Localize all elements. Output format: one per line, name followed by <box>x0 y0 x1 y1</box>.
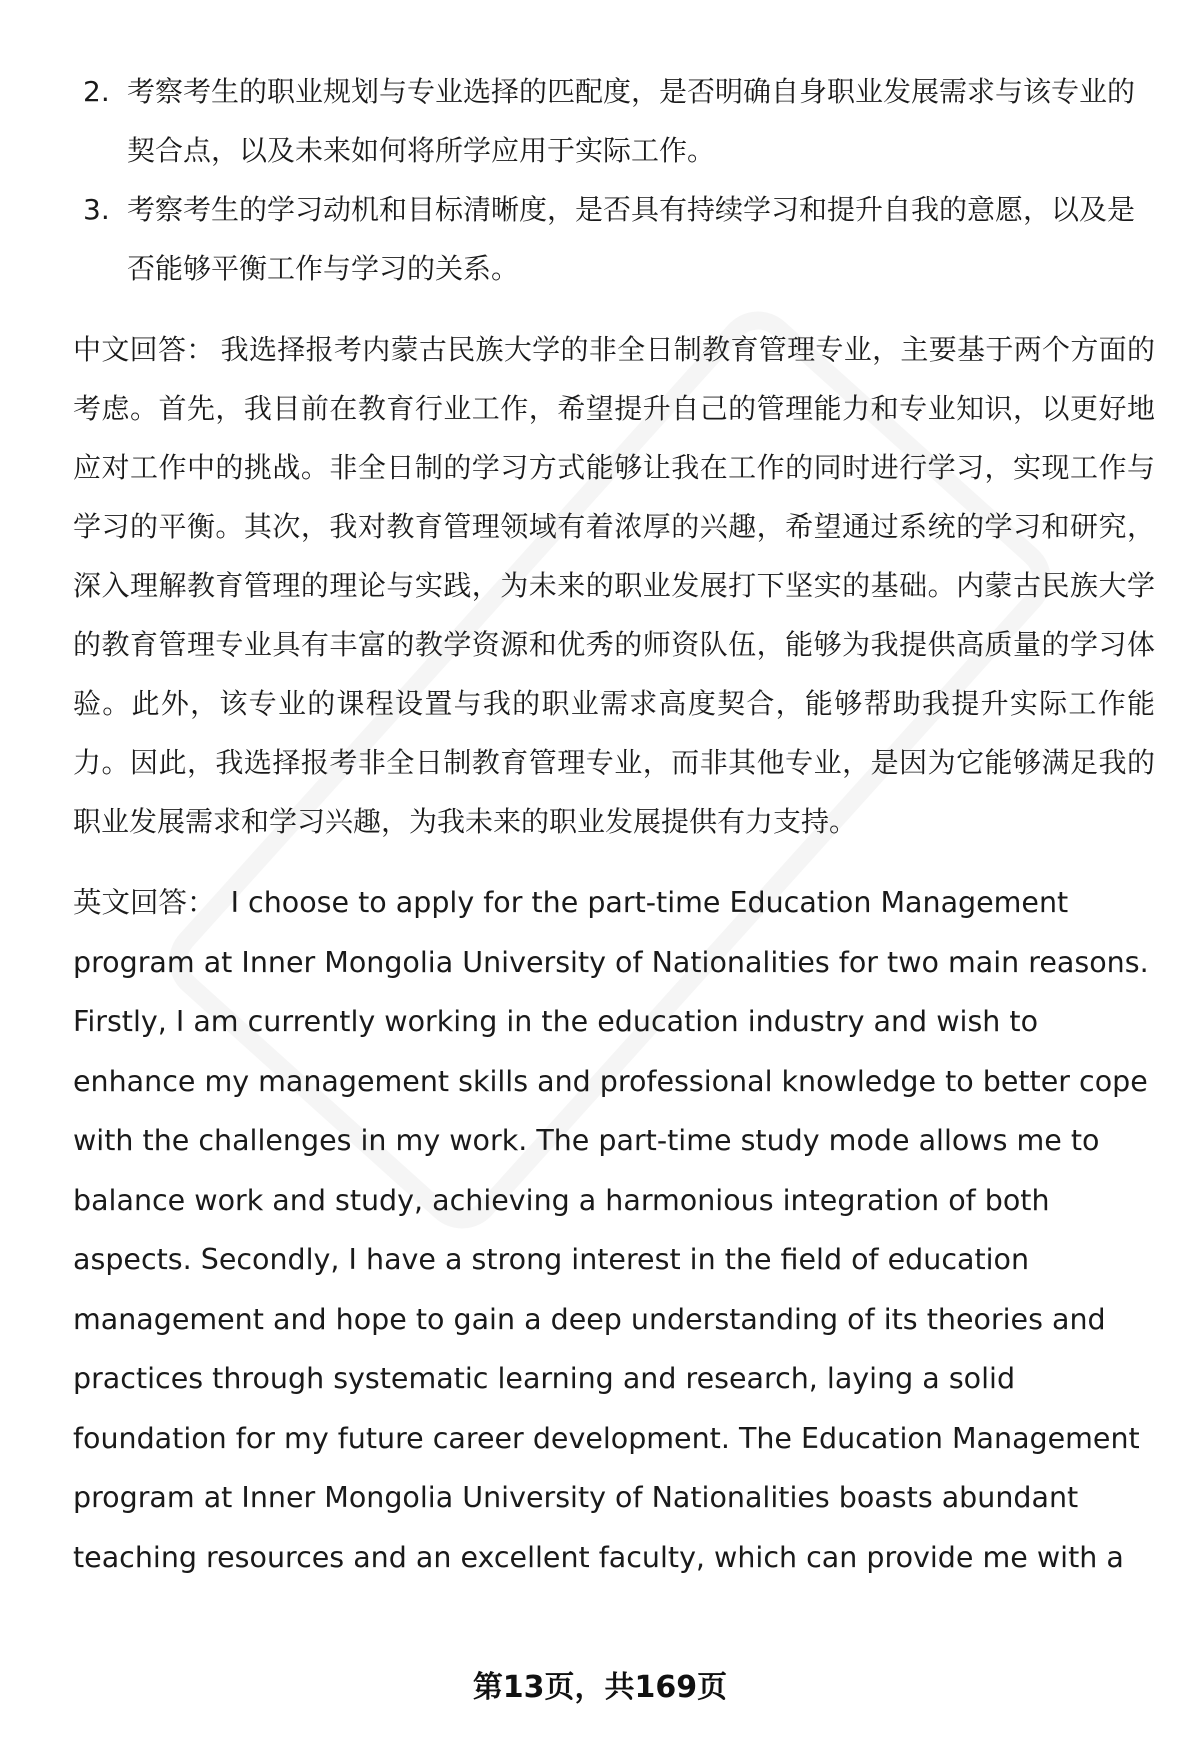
chinese-answer-label: 中文回答： <box>73 333 215 366</box>
chinese-answer-text: 我选择报考内蒙古民族大学的非全日制教育管理专业，主要基于两个方面的考虑。首先，我目前在教育行业工作，希望提升自己的管理能力和专业知识，以更好地应对工作中的挑战。非全日制的学习方式能够让我在工作的同时进行学习，实现工作与学习的平衡。其次，我对教育管理领域有着浓厚的兴趣，希望通过系统的学习和研究，深入理解教育管理的理论与实践，为未来的职业发展打下坚实的基础。内蒙古民族大学的教育管理专业具有丰富的教学资源和优秀的师资队伍，能够为我提供高质量的学习体验。此外，该专业的课程设置与我的职业需求高度契合，能够帮助我提升实际工作能力。因此，我选择报考非全日制教育管理专业，而非其他专业，是因为它能够满足我的职业发展需求和学习兴趣，为我未来的职业发展提供有力支持。 <box>73 333 1155 838</box>
list-item <box>73 180 1155 298</box>
chinese-answer-paragraph <box>73 320 1155 851</box>
list-item-text: 考察考生的职业规划与专业选择的匹配度，是否明确自身职业发展需求与该专业的契合点，以及未来如何将所学应用于实际工作。 <box>127 75 1136 167</box>
list-item-number: 3. <box>83 193 110 226</box>
english-answer-paragraph <box>73 873 1155 1587</box>
criteria-list <box>73 62 1155 298</box>
page-number-footer: 第13页，共169页 <box>472 1670 728 1705</box>
list-item-text: 考察考生的学习动机和目标清晰度，是否具有持续学习和提升自我的意愿，以及是否能够平衡工作与学习的关系。 <box>127 193 1136 285</box>
list-item <box>73 62 1155 180</box>
english-answer-label: 英文回答： <box>73 886 216 919</box>
english-answer-text: I choose to apply for the part-time Education Management program at Inner Mongolia University of Nationalities for two main reasons. Firstly, I am currently working in the education industry and wish to enhance my management skills and professional knowledge to better cope with the challenges in my work. The part-time study mode allows me to balance work and study, achieving a harmonious integration of both aspects. Secondly, I have a strong interest in the field of education management and hope to gain a deep understanding of its theories and practices through systematic learning and research, laying a solid foundation for my future career development. The Education Management program at Inner Mongolia University of Nationalities boasts abundant teaching resources and an excellent faculty, which can provide me with a <box>73 886 1149 1574</box>
document-body <box>73 62 1155 1587</box>
list-item-number: 2. <box>83 75 110 108</box>
